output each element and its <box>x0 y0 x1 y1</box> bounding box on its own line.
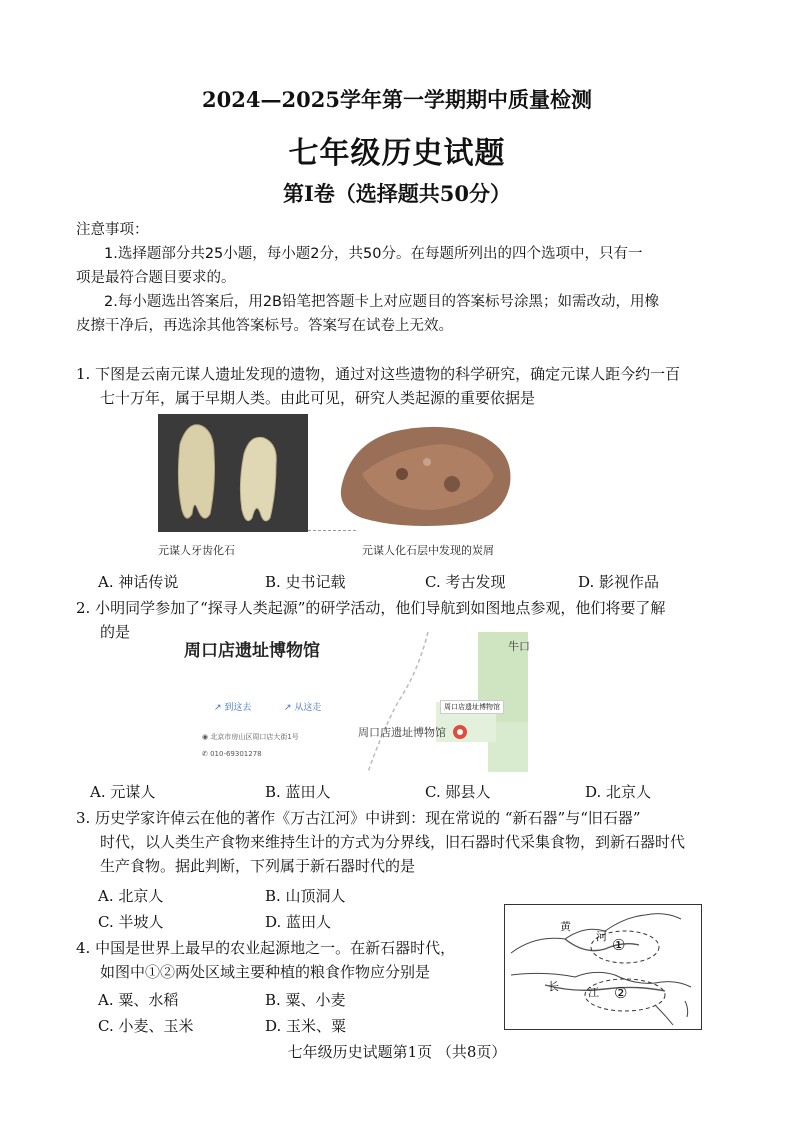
caption-tooth: 元谋人牙齿化石 <box>158 544 235 557</box>
question-3-line-1: 3. 历史学家许倬云在他的著作《万古江河》中讲到：现在常说的 “新石器”与“旧石器” <box>76 809 641 827</box>
notes-block <box>76 218 726 338</box>
caption-divider <box>308 530 356 531</box>
exam-term-title: 2024—2025学年第一学期期中质量检测 <box>202 87 592 112</box>
q4-option-d[interactable]: D. 玉米、粟 <box>265 1017 347 1035</box>
question-3 <box>76 806 736 878</box>
route-arrow-icon: ↗ <box>214 703 225 713</box>
note-item-1-line-1: 1.选择题部分共25小题，每小题2分，共50分。在每题所列出的四个选项中，只有一 <box>104 246 643 262</box>
map-address: ◉ 北京市房山区周口店大街1号 <box>202 733 299 741</box>
q2-option-c[interactable]: C. 郧县人 <box>425 783 491 801</box>
page-footer: 七年级历史试题第1页 （共8页） <box>287 1043 507 1061</box>
q4-option-a[interactable]: A. 粟、水稻 <box>98 991 179 1009</box>
map-label-chang: 长 <box>548 980 559 993</box>
map-label-he: 河 <box>596 930 607 943</box>
note-item-2-line-2: 皮擦干净后，再选涂其他答案标号。答案写在试卷上无效。 <box>76 318 453 334</box>
q2-option-b[interactable]: B. 蓝田人 <box>265 783 331 801</box>
region-2-marker: ② <box>614 984 628 1002</box>
route-arrow-icon: ↗ <box>284 703 295 713</box>
route-from-button[interactable]: ↗ 从这走 <box>284 703 322 713</box>
question-1 <box>76 362 736 410</box>
route-to-button[interactable]: ↗ 到这去 <box>214 703 252 713</box>
charcoal-fossil-photo <box>332 414 522 532</box>
question-1-line-2: 七十万年，属于早期人类。由此可见，研究人类起源的重要依据是 <box>100 389 536 407</box>
q1-option-a[interactable]: A. 神话传说 <box>98 573 179 591</box>
notes-heading: 注意事项： <box>76 222 149 238</box>
map-label-jiang: 江 <box>588 986 599 999</box>
q2-option-a[interactable]: A. 元谋人 <box>90 783 156 801</box>
map-phone: ✆ 010-69301278 <box>202 750 262 758</box>
caption-charcoal: 元谋人化石层中发现的炭屑 <box>362 544 494 557</box>
map-place-label: 周口店遗址博物馆 <box>358 726 446 739</box>
note-item-1-line-2: 项是最符合题目要求的。 <box>76 270 236 286</box>
tooth-fossil-photo <box>158 414 308 532</box>
section-title: 第Ⅰ卷（选择题共50分） <box>282 181 512 206</box>
question-2-line-2: 的是 <box>100 623 131 641</box>
map-label-huang: 黄 <box>560 920 571 933</box>
map-pin-label: 周口店遗址博物馆 <box>440 700 504 714</box>
q4-option-c[interactable]: C. 小麦、玉米 <box>98 1017 194 1035</box>
question-3-line-3: 生产食物。据此判断，下列属于新石器时代的是 <box>100 857 416 875</box>
q2-option-d[interactable]: D. 北京人 <box>585 783 652 801</box>
question-4-line-2: 如图中①②两处区域主要种植的粮食作物应分别是 <box>100 963 431 981</box>
q1-option-d[interactable]: D. 影视作品 <box>578 573 660 591</box>
map-card-title: 周口店遗址博物馆 <box>184 641 320 661</box>
question-1-line-1: 1. 下图是云南元谋人遗址发现的遗物，通过对这些遗物的科学研究，确定元谋人距今约一百 <box>76 365 681 383</box>
q3-option-c[interactable]: C. 半坡人 <box>98 913 164 931</box>
question-3-line-2: 时代，以人类生产食物来维持生计的方式为分界线，旧石器时代采集食物，到新石器时代 <box>100 833 686 851</box>
question-2-line-1: 2. 小明同学参加了“探寻人类起源”的研学活动，他们导航到如图地点参观，他们将要了解 <box>76 599 666 617</box>
region-1-marker: ① <box>612 936 626 954</box>
china-map-figure <box>504 904 702 1030</box>
q1-option-b[interactable]: B. 史书记载 <box>265 573 346 591</box>
q4-option-b[interactable]: B. 粟、小麦 <box>265 991 346 1009</box>
question-4-line-1: 4. 中国是世界上最早的农业起源地之一。在新石器时代， <box>76 939 456 957</box>
q3-option-d[interactable]: D. 蓝田人 <box>265 913 332 931</box>
phone-icon: ✆ <box>202 750 211 758</box>
page-title: 七年级历史试题 <box>288 136 506 171</box>
q3-option-b[interactable]: B. 山顶洞人 <box>265 887 346 905</box>
map-corner-label: 牛口 <box>508 640 530 653</box>
location-pin-icon: ◉ <box>202 733 211 741</box>
q1-option-c[interactable]: C. 考古发现 <box>425 573 506 591</box>
question-4 <box>76 936 496 984</box>
note-item-2-line-1: 2.每小题选出答案后，用2B铅笔把答题卡上对应题目的答案标号涂黑；如需改动，用橡 <box>104 294 660 310</box>
q3-option-a[interactable]: A. 北京人 <box>98 887 164 905</box>
